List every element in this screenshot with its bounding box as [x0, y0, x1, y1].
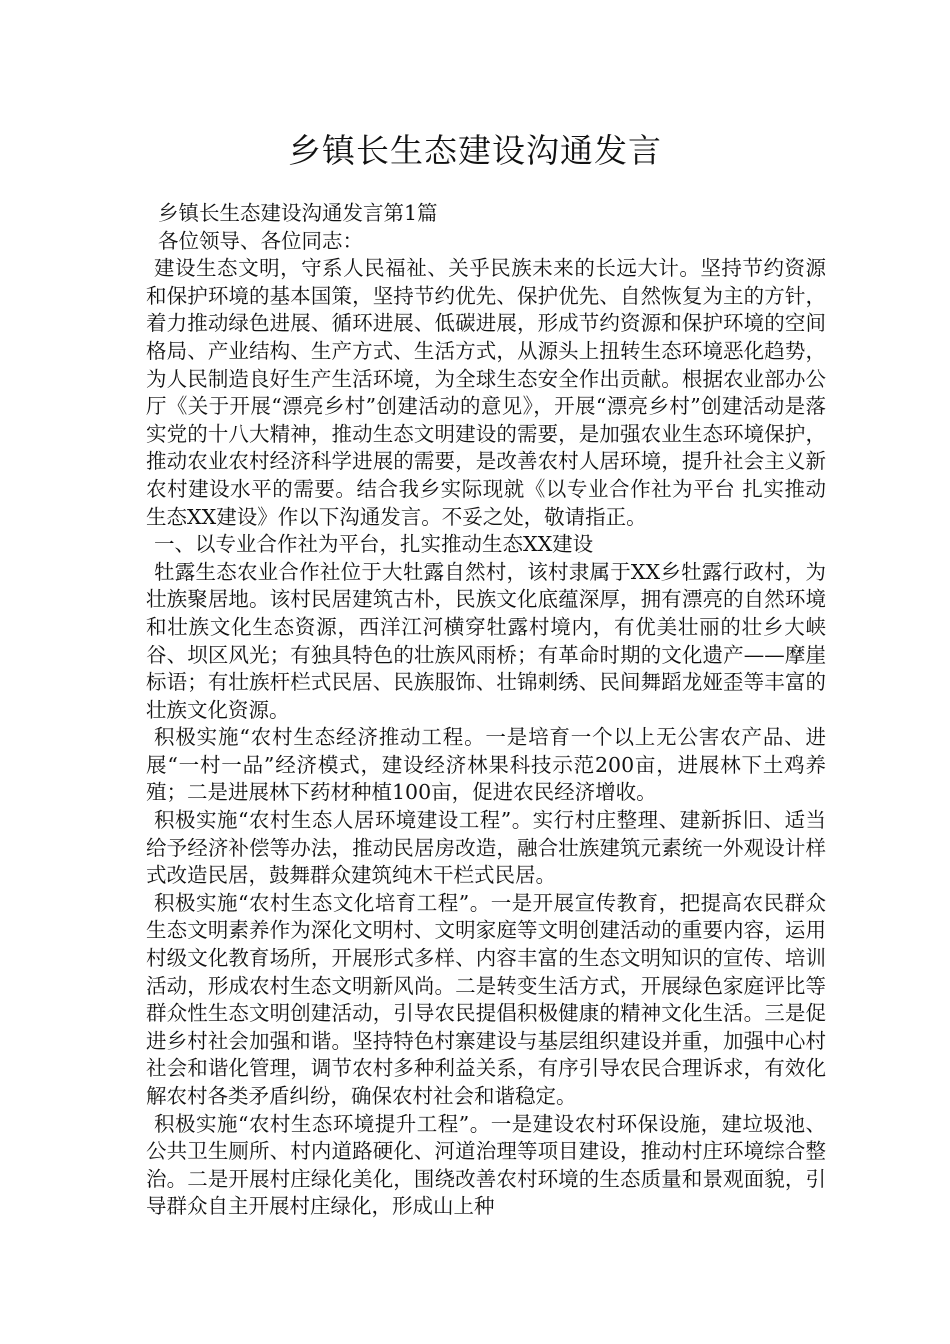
article-subtitle: 乡镇长生态建设沟通发言第1篇: [158, 201, 438, 225]
document-title: 乡镇长生态建设沟通发言: [288, 131, 662, 170]
document-body: [146, 200, 826, 1221]
paragraph-culture: 积极实施“农村生态文化培育工程”。一是开展宣传教育，把提高农民群众生态文明素养作为深化文明村、文明家庭等文明创建活动的重要内容，运用村级文化教育场所，开展形式多样、内容丰富的生态文明知识的宣传、培训活动，形成农村生态文明新风尚。二是转变生活方式，开展绿色家庭评比等群众性生态文明创建活动，引导农民提倡积极健康的精神文化生活。三是促进乡村社会加强和谐。坚持特色村寨建设与基层组织建设并重，加强中心村社会和谐化管理，调节农村多种利益关系，有序引导农民合理诉求，有效化解农村各类矛盾纠纷，确保农村社会和谐稳定。: [146, 890, 826, 1108]
salutation: 各位领导、各位同志：: [158, 228, 363, 253]
paragraph-cooperative: 牡露生态农业合作社位于大牡露自然村，该村隶属于XX乡牡露行政村，为壮族聚居地。该村民居建筑古朴，民族文化底蕴深厚，拥有漂亮的自然环境和壮族文化生态资源，西洋江河横穿牡露村境内，有优美壮丽的壮乡大峡谷、坝区风光；有独具特色的壮族风雨桥；有革命时期的文化遗产——摩崖标语；有壮族杆栏式民居、民族服饰、壮锦刺绣、民间舞蹈龙娅歪等丰富的壮族文化资源。: [146, 559, 826, 722]
paragraph-intro: 建设生态文明，守系人民福祉、关乎民族未来的长远大计。坚持节约资源和保护环境的基本国策，坚持节约优先、保护优先、自然恢复为主的方针，着力推动绿色进展、循环进展、低碳进展，形成节约资源和保护环境的空间格局、产业结构、生产方式、生活方式，从源头上扭转生态环境恶化趋势，为人民制造良好生产生活环境，为全球生态安全作出贡献。根据农业部办公厅《关于开展“漂亮乡村”创建活动的意见》，开展“漂亮乡村”创建活动是落实党的十八大精神，推动生态文明建设的需要，是加强农业生态环境保护，推动农业农村经济科学进展的需要，是改善农村人居环境，提升社会主义新农村建设水平的需要。结合我乡实际现就《以专业合作社为平台 扎实推动生态XX建设》作以下沟通发言。不妥之处，敬请指正。: [146, 256, 826, 529]
paragraph-economy: 积极实施“农村生态经济推动工程。一是培育一个以上无公害农产品、进展“一村一品”经济模式，建设经济林果科技示范200亩，进展林下土鸡养殖；二是进展林下药材种植100亩，促进农民经济增收。: [146, 725, 826, 805]
section-heading-1: 一、以专业合作社为平台，扎实推动生态XX建设: [154, 532, 594, 557]
paragraph-environment: 积极实施“农村生态环境提升工程”。一是建设农村环保设施，建垃圾池、公共卫生厕所、村内道路硬化、河道治理等项目建设，推动村庄环境综合整治。二是开展村庄绿化美化，围绕改善农村环境的生态质量和景观面貌，引导群众自主开展村庄绿化，形成山上种: [146, 1111, 826, 1219]
paragraph-housing: 积极实施“农村生态人居环境建设工程”。实行村庄整理、建新拆旧、适当给予经济补偿等办法，推动民居房改造，融合壮族建筑元素统一外观设计样式改造民居，鼓舞群众建筑纯木干栏式民居。: [146, 808, 826, 888]
